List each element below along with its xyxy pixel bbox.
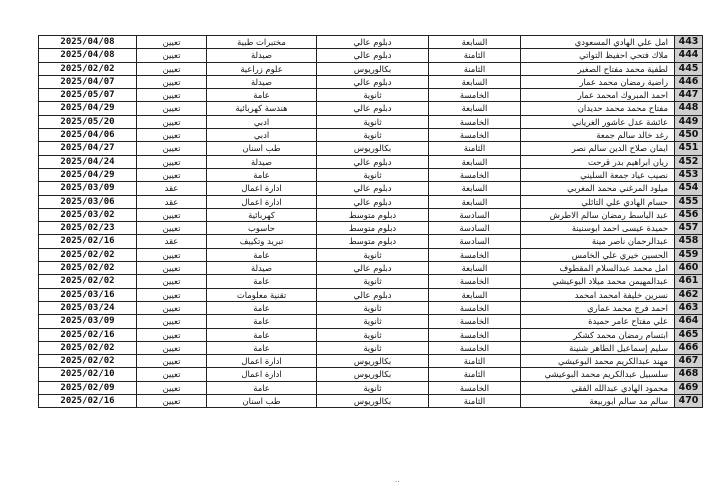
cell-number: 451: [675, 142, 703, 155]
cell-date: 2025/02/02: [39, 341, 137, 354]
cell-number: 446: [675, 75, 703, 88]
cell-specialty: ادارة اعمال: [207, 355, 317, 368]
cell-qualification: بكالوريوس: [317, 142, 429, 155]
cell-date: 2025/02/02: [39, 62, 137, 75]
cell-date: 2025/04/29: [39, 168, 137, 181]
cell-date: 2025/03/24: [39, 301, 137, 314]
cell-contract: تعيين: [137, 328, 207, 341]
cell-number: 462: [675, 288, 703, 301]
cell-contract: تعيين: [137, 381, 207, 394]
cell-number: 461: [675, 275, 703, 288]
table-row: [39, 328, 703, 341]
table-row: [39, 301, 703, 314]
cell-date: 2025/04/06: [39, 129, 137, 142]
cell-contract: تعيين: [137, 315, 207, 328]
cell-specialty: عامة: [207, 275, 317, 288]
cell-grade: الخامسة: [429, 129, 521, 142]
cell-grade: الثامنة: [429, 62, 521, 75]
cell-specialty: ادارة اعمال: [207, 195, 317, 208]
cell-date: 2025/02/02: [39, 355, 137, 368]
cell-grade: الخامسة: [429, 315, 521, 328]
cell-number: 457: [675, 222, 703, 235]
employee-table: [38, 35, 703, 408]
cell-name: امل محمد عبدالسلام المقطوف: [521, 262, 675, 275]
cell-specialty: صيدلة: [207, 155, 317, 168]
cell-number: 465: [675, 328, 703, 341]
cell-number: 450: [675, 129, 703, 142]
cell-contract: تعيين: [137, 262, 207, 275]
cell-name: حميدة عيسى احمد ابوسنينة: [521, 222, 675, 235]
cell-contract: تعيين: [137, 301, 207, 314]
cell-number: 464: [675, 315, 703, 328]
cell-grade: السابعة: [429, 262, 521, 275]
table-row: [39, 395, 703, 408]
cell-qualification: دبلوم عالي: [317, 288, 429, 301]
cell-grade: السادسة: [429, 222, 521, 235]
table-row: [39, 195, 703, 208]
cell-qualification: بكالوريوس: [317, 355, 429, 368]
table-row: [39, 89, 703, 102]
cell-date: 2025/04/07: [39, 75, 137, 88]
cell-name: الحسين خيري علي الخامس: [521, 248, 675, 261]
cell-grade: الخامسة: [429, 248, 521, 261]
cell-contract: تعيين: [137, 168, 207, 181]
cell-specialty: عامة: [207, 341, 317, 354]
cell-number: 470: [675, 395, 703, 408]
cell-qualification: ثانوية: [317, 129, 429, 142]
cell-contract: تعيين: [137, 115, 207, 128]
cell-contract: عقد: [137, 195, 207, 208]
cell-specialty: عامة: [207, 315, 317, 328]
cell-contract: تعيين: [137, 155, 207, 168]
cell-qualification: ثانوية: [317, 168, 429, 181]
table-row: [39, 235, 703, 248]
cell-grade: الخامسة: [429, 381, 521, 394]
cell-name: ايمان صلاح الدين سالم نصر: [521, 142, 675, 155]
cell-contract: تعيين: [137, 49, 207, 62]
cell-name: عبدالمهيمن محمد ميلاد البوعيشي: [521, 275, 675, 288]
cell-grade: الثامنة: [429, 49, 521, 62]
cell-name: سليم إسماعيل الطاهر شنينة: [521, 341, 675, 354]
table-row: [39, 36, 703, 49]
cell-grade: الثامنة: [429, 142, 521, 155]
cell-number: 456: [675, 208, 703, 221]
cell-date: 2025/02/16: [39, 395, 137, 408]
cell-date: 2025/04/27: [39, 142, 137, 155]
cell-specialty: طب اسنان: [207, 395, 317, 408]
cell-specialty: مختبرات طبية: [207, 36, 317, 49]
table-row: [39, 262, 703, 275]
cell-date: 2025/02/10: [39, 368, 137, 381]
cell-qualification: دبلوم متوسط: [317, 208, 429, 221]
cell-name: مهند عبدالكريم محمد البوعيشي: [521, 355, 675, 368]
cell-qualification: دبلوم عالي: [317, 155, 429, 168]
cell-name: نسرين خليفة امحمد امحمد: [521, 288, 675, 301]
cell-qualification: ثانوية: [317, 89, 429, 102]
cell-number: 455: [675, 195, 703, 208]
cell-contract: تعيين: [137, 142, 207, 155]
cell-qualification: دبلوم عالي: [317, 262, 429, 275]
cell-qualification: ثانوية: [317, 341, 429, 354]
cell-number: 469: [675, 381, 703, 394]
cell-specialty: طب اسنان: [207, 142, 317, 155]
cell-qualification: دبلوم عالي: [317, 36, 429, 49]
table-row: [39, 315, 703, 328]
cell-contract: تعيين: [137, 341, 207, 354]
cell-date: 2025/04/08: [39, 49, 137, 62]
cell-contract: عقد: [137, 182, 207, 195]
cell-contract: تعيين: [137, 395, 207, 408]
cell-grade: الخامسة: [429, 275, 521, 288]
cell-qualification: دبلوم عالي: [317, 182, 429, 195]
cell-qualification: بكالوريوس: [317, 62, 429, 75]
cell-name: رغد خالد سالم جمعة: [521, 129, 675, 142]
cell-date: 2025/02/16: [39, 328, 137, 341]
cell-contract: تعيين: [137, 288, 207, 301]
cell-grade: السادسة: [429, 235, 521, 248]
table-row: [39, 102, 703, 115]
table-body: [39, 36, 703, 408]
cell-specialty: صيدلة: [207, 49, 317, 62]
cell-specialty: عامة: [207, 381, 317, 394]
cell-contract: تعيين: [137, 102, 207, 115]
cell-qualification: دبلوم عالي: [317, 195, 429, 208]
cell-qualification: ثانوية: [317, 328, 429, 341]
cell-grade: الخامسة: [429, 168, 521, 181]
table-row: [39, 208, 703, 221]
cell-contract: تعيين: [137, 36, 207, 49]
cell-number: 452: [675, 155, 703, 168]
table-row: [39, 222, 703, 235]
cell-number: 444: [675, 49, 703, 62]
cell-specialty: علوم زراعية: [207, 62, 317, 75]
cell-name: ريان ابراهيم بدر قرحت: [521, 155, 675, 168]
cell-qualification: ثانوية: [317, 315, 429, 328]
cell-specialty: صيدلة: [207, 262, 317, 275]
table-row: [39, 275, 703, 288]
table-row: [39, 355, 703, 368]
cell-number: 468: [675, 368, 703, 381]
table-row: [39, 341, 703, 354]
records-sheet: [38, 35, 702, 408]
cell-number: 453: [675, 168, 703, 181]
cell-specialty: ادارة اعمال: [207, 182, 317, 195]
cell-qualification: دبلوم عالي: [317, 75, 429, 88]
cell-grade: الخامسة: [429, 115, 521, 128]
cell-grade: الخامسة: [429, 328, 521, 341]
cell-grade: السابعة: [429, 182, 521, 195]
cell-grade: السادسة: [429, 208, 521, 221]
cell-name: امل علي الهادي المسعودي: [521, 36, 675, 49]
cell-grade: السابعة: [429, 36, 521, 49]
cell-specialty: عامة: [207, 328, 317, 341]
cell-contract: تعيين: [137, 355, 207, 368]
cell-grade: الخامسة: [429, 89, 521, 102]
cell-specialty: صيدلة: [207, 75, 317, 88]
cell-number: 448: [675, 102, 703, 115]
table-row: [39, 115, 703, 128]
cell-specialty: ادارة اعمال: [207, 368, 317, 381]
cell-qualification: دبلوم عالي: [317, 49, 429, 62]
cell-specialty: هندسة كهربائية: [207, 102, 317, 115]
table-row: [39, 182, 703, 195]
table-row: [39, 288, 703, 301]
cell-number: 443: [675, 36, 703, 49]
cell-date: 2025/04/29: [39, 102, 137, 115]
cell-qualification: بكالوريوس: [317, 368, 429, 381]
cell-name: احمد المبروك امحمد عمار: [521, 89, 675, 102]
cell-name: عائشة عدل عاشور الغرياني: [521, 115, 675, 128]
cell-qualification: دبلوم عالي: [317, 102, 429, 115]
cell-name: راضية رمضان محمد عمار: [521, 75, 675, 88]
cell-grade: السابعة: [429, 155, 521, 168]
cell-date: 2025/02/02: [39, 248, 137, 261]
cell-specialty: كهربائية: [207, 208, 317, 221]
footer-mark: ..: [395, 476, 400, 484]
cell-name: حسام الهادي علي التائلي: [521, 195, 675, 208]
cell-contract: تعيين: [137, 62, 207, 75]
cell-date: 2025/03/09: [39, 315, 137, 328]
table-row: [39, 381, 703, 394]
cell-name: ميلود المرغني محمد المغربي: [521, 182, 675, 195]
cell-grade: الخامسة: [429, 301, 521, 314]
cell-number: 454: [675, 182, 703, 195]
cell-date: 2025/04/24: [39, 155, 137, 168]
cell-qualification: دبلوم متوسط: [317, 222, 429, 235]
cell-specialty: تبريد وتكييف: [207, 235, 317, 248]
cell-contract: تعيين: [137, 89, 207, 102]
cell-name: سالم مد سالم ابوربيعة: [521, 395, 675, 408]
table-row: [39, 75, 703, 88]
cell-name: ملاك فتحي احفيظ التواتي: [521, 49, 675, 62]
cell-grade: السابعة: [429, 195, 521, 208]
cell-specialty: حاسوب: [207, 222, 317, 235]
table-row: [39, 168, 703, 181]
cell-specialty: عامة: [207, 89, 317, 102]
cell-name: علي مفتاح عامر حميدة: [521, 315, 675, 328]
cell-contract: تعيين: [137, 75, 207, 88]
cell-date: 2025/02/02: [39, 262, 137, 275]
cell-date: 2025/03/09: [39, 182, 137, 195]
cell-specialty: عامة: [207, 168, 317, 181]
cell-date: 2025/03/06: [39, 195, 137, 208]
cell-date: 2025/02/23: [39, 222, 137, 235]
cell-name: عبد الباسط رمضان سالم الاطرش: [521, 208, 675, 221]
cell-grade: الخامسة: [429, 341, 521, 354]
cell-grade: الثامنة: [429, 368, 521, 381]
cell-date: 2025/02/02: [39, 275, 137, 288]
cell-number: 463: [675, 301, 703, 314]
cell-qualification: بكالوريوس: [317, 395, 429, 408]
cell-grade: السابعة: [429, 102, 521, 115]
cell-number: 445: [675, 62, 703, 75]
cell-contract: تعيين: [137, 368, 207, 381]
cell-specialty: ادبي: [207, 115, 317, 128]
cell-number: 467: [675, 355, 703, 368]
cell-grade: السابعة: [429, 288, 521, 301]
cell-date: 2025/03/16: [39, 288, 137, 301]
cell-specialty: ادبي: [207, 129, 317, 142]
cell-grade: السابعة: [429, 75, 521, 88]
cell-grade: الثامنة: [429, 395, 521, 408]
cell-name: لطفية محمد مفتاح الصغير: [521, 62, 675, 75]
cell-grade: الثامنة: [429, 355, 521, 368]
cell-contract: عقد: [137, 235, 207, 248]
cell-number: 466: [675, 341, 703, 354]
cell-contract: تعيين: [137, 129, 207, 142]
cell-qualification: ثانوية: [317, 115, 429, 128]
cell-contract: تعيين: [137, 275, 207, 288]
cell-specialty: عامة: [207, 248, 317, 261]
cell-name: احمد فرج محمد عماري: [521, 301, 675, 314]
cell-qualification: ثانوية: [317, 301, 429, 314]
cell-contract: تعيين: [137, 208, 207, 221]
table-row: [39, 248, 703, 261]
cell-specialty: عامة: [207, 301, 317, 314]
cell-date: 2025/05/20: [39, 115, 137, 128]
cell-number: 460: [675, 262, 703, 275]
cell-qualification: ثانوية: [317, 275, 429, 288]
cell-name: مفتاح محمد محمد حديدان: [521, 102, 675, 115]
cell-date: 2025/04/08: [39, 36, 137, 49]
cell-date: 2025/02/16: [39, 235, 137, 248]
table-row: [39, 49, 703, 62]
cell-date: 2025/05/07: [39, 89, 137, 102]
table-row: [39, 62, 703, 75]
table-row: [39, 368, 703, 381]
cell-name: محمود الهادي عبدالله الفقي: [521, 381, 675, 394]
cell-number: 458: [675, 235, 703, 248]
cell-qualification: ثانوية: [317, 248, 429, 261]
cell-contract: تعيين: [137, 248, 207, 261]
cell-name: نصيب عياد جمعة السليني: [521, 168, 675, 181]
cell-contract: تعيين: [137, 222, 207, 235]
cell-number: 449: [675, 115, 703, 128]
cell-name: ابتسام رمضان محمد كشكر: [521, 328, 675, 341]
table-row: [39, 155, 703, 168]
cell-date: 2025/03/02: [39, 208, 137, 221]
cell-name: سلسبيل عبدالكريم محمد البوعيشي: [521, 368, 675, 381]
cell-qualification: ثانوية: [317, 381, 429, 394]
cell-specialty: تقنية معلومات: [207, 288, 317, 301]
cell-number: 447: [675, 89, 703, 102]
cell-name: عبدالرحمان ناصر مينة: [521, 235, 675, 248]
table-row: [39, 129, 703, 142]
table-row: [39, 142, 703, 155]
cell-number: 459: [675, 248, 703, 261]
cell-date: 2025/02/09: [39, 381, 137, 394]
cell-qualification: دبلوم متوسط: [317, 235, 429, 248]
